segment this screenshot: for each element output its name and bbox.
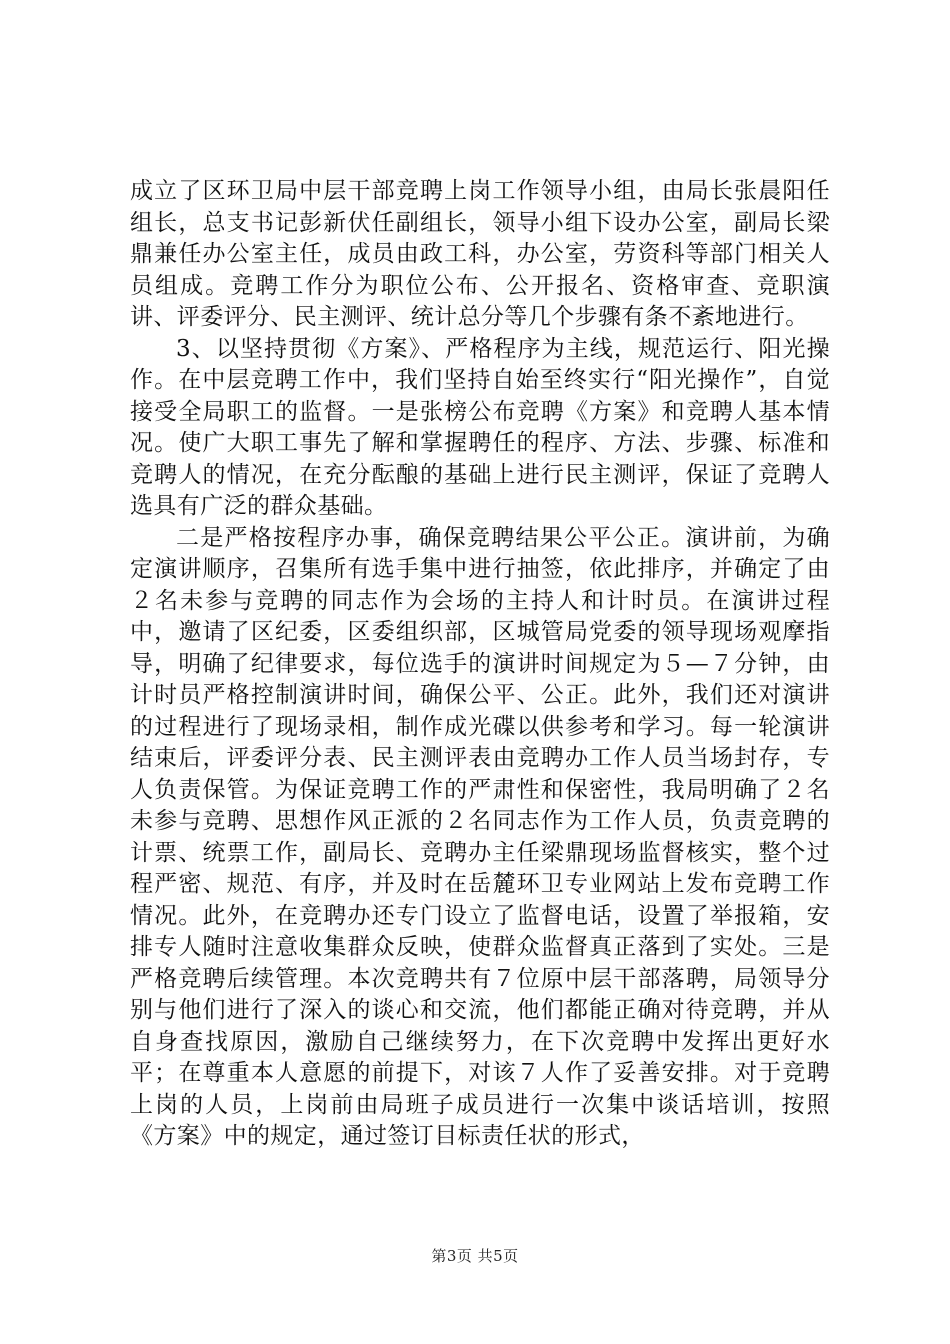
page-footer xyxy=(0,1245,950,1266)
page-number-label: 第3页 共5页 xyxy=(431,1247,519,1265)
document-body xyxy=(130,176,830,1153)
paragraph-sunshine-operation: 3、以坚持贯彻《方案》、严格程序为主线，规范运行、阳光操作。在中层竞聘工作中，我们坚持自始至终实行“阳光操作”，自觉接受全局职工的监督。一是张榜公布竞聘《方案》和竞聘人基本情况。使广大职工事先了解和掌握聘任的程序、方法、步骤、标准和竞聘人的情况，在充分酝酿的基础上进行民主测评，保证了竞聘人选具有广泛的群众基础。 xyxy=(130,335,830,519)
paragraph-strict-procedure: 二是严格按程序办事，确保竞聘结果公平公正。演讲前，为确定演讲顺序，召集所有选手集中进行抽签，依此排序，并确定了由２名未参与竞聘的同志作为会场的主持人和计时员。在演讲过程中，邀请了区纪委，区委组织部，区城管局党委的领导现场观摩指导，明确了纪律要求，每位选手的演讲时间规定为５—７分钟，由计时员严格控制演讲时间，确保公平、公正。此外，我们还对演讲的过程进行了现场录相，制作成光碟以供参考和学习。每一轮演讲结束后，评委评分表、民主测评表由竞聘办工作人员当场封存，专人负责保管。为保证竞聘工作的严肃性和保密性，我局明确了２名未参与竞聘、思想作风正派的２名同志作为工作人员，负责竞聘的计票、统票工作，副局长、竞聘办主任梁鼎现场监督核实，整个过程严密、规范、有序，并及时在岳麓环卫专业网站上发布竞聘工作情况。此外，在竞聘办还专门设立了监督电话，设置了举报箱，安排专人随时注意收集群众反映，使群众监督真正落到了实处。三是严格竞聘后续管理。本次竞聘共有７位原中层干部落聘，局领导分别与他们进行了深入的谈心和交流，他们都能正确对待竞聘，并从自身查找原因，激励自己继续努力，在下次竞聘中发挥出更好水平；在尊重本人意愿的前提下，对该７人作了妥善安排。对于竞聘上岗的人员，上岗前由局班子成员进行一次集中谈话培训，按照《方案》中的规定，通过签订目标责任状的形式， xyxy=(130,524,830,1149)
paragraph-committee: 成立了区环卫局中层干部竞聘上岗工作领导小组，由局长张晨阳任组长，总支书记彭新伏任副组长，领导小组下设办公室，副局长梁鼎兼任办公室主任，成员由政工科，办公室，劳资科等部门相关人员组成。竞聘工作分为职位公布、公开报名、资格审查、竞职演讲、评委评分、民主测评、统计总分等几个步骤有条不紊地进行。 xyxy=(130,178,830,330)
